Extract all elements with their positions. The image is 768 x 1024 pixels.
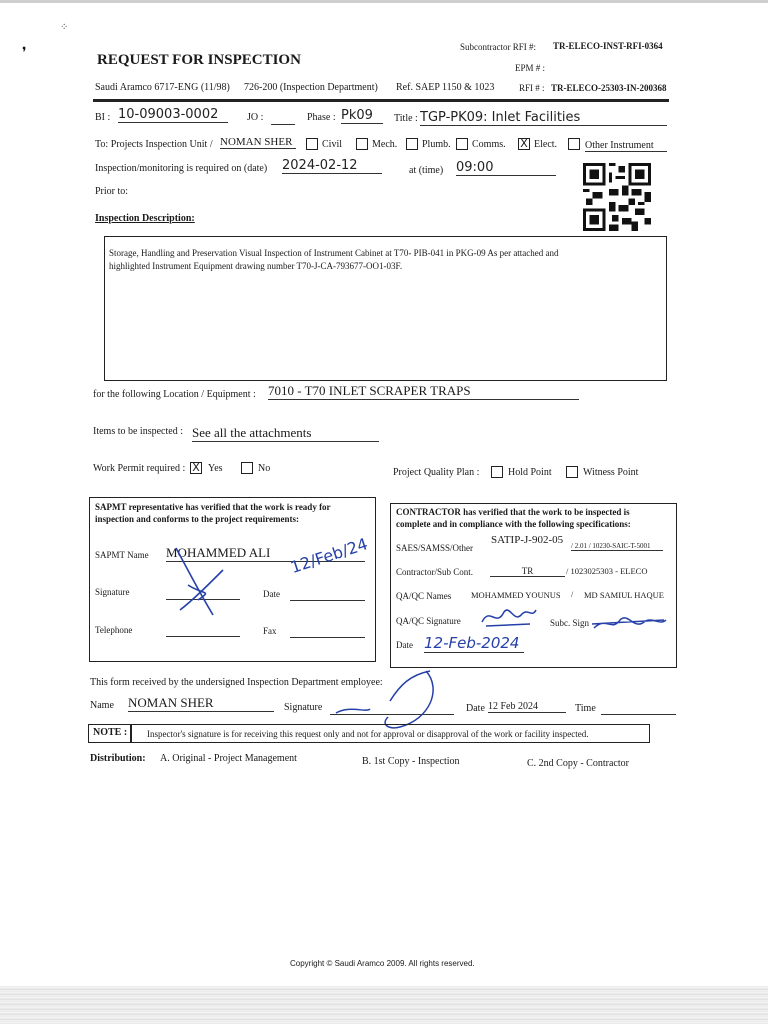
location-value: 7010 - T70 INLET SCRAPER TRAPS — [268, 383, 579, 400]
qaqc-separator: / — [571, 590, 574, 599]
subc-signature-icon — [590, 608, 668, 636]
rfi-label: RFI # : — [519, 83, 545, 93]
contractor-date-value: 12-Feb-2024 — [424, 634, 520, 652]
description-line-1: Storage, Handling and Preservation Visual Inspection of Instrument Cabinet at T70- PIB-041 in PKG-09 As per attached and — [109, 248, 559, 258]
phase-value: Pk09 — [341, 108, 383, 124]
note-text: Inspector's signature is for receiving this request only and not for approval or disapproval of the work or facility inspected. — [147, 729, 589, 739]
sapmt-name-label: SAPMT Name — [95, 550, 149, 560]
receipt-date-label: Date — [466, 703, 485, 714]
sapmt-fax-label: Fax — [263, 626, 277, 636]
form-id: Saudi Aramco 6717-ENG (11/98) — [95, 82, 230, 93]
sapmt-fax-line — [290, 637, 365, 638]
permit-no-label: No — [258, 463, 271, 474]
sapmt-heading-2: inspection and conforms to the project requirements: — [95, 514, 299, 524]
bi-label: BI : — [95, 112, 111, 123]
jo-value — [271, 112, 295, 125]
receipt-time-label: Time — [575, 703, 596, 714]
note-label-divider — [130, 724, 132, 743]
plumb-label: Plumb. — [422, 139, 451, 150]
qaqc-signature-label: QA/QC Signature — [396, 616, 461, 626]
description-line-2: highlighted Instrument Equipment drawing number T70-J-CA-793677-OO1-03F. — [109, 261, 403, 271]
civil-label: Civil — [322, 139, 343, 150]
sapmt-date-label: Date — [263, 589, 280, 599]
items-value: See all the attachments — [192, 425, 379, 442]
rfi-value: TR-ELECO-25303-IN-200368 — [551, 83, 667, 93]
contractor-heading-1: CONTRACTOR has verified that the work to be inspected is — [396, 507, 630, 517]
distribution-label: Distribution: — [90, 753, 146, 764]
bi-value: 10-09003-0002 — [118, 107, 228, 123]
receipt-text: This form received by the undersigned Inspection Department employee: — [90, 677, 383, 688]
sapmt-date-value: 12/Feb/24 — [288, 534, 370, 577]
qr-code-icon — [583, 162, 651, 232]
scan-speck-mark: ⁘ — [60, 22, 69, 33]
scan-bottom-edge — [0, 986, 768, 1024]
subcontractor-rfi-value: TR-ELECO-INST-RFI-0364 — [553, 41, 663, 51]
contractor-reference: / 1023025303 - ELECO — [566, 566, 648, 576]
to-value: NOMAN SHER — [220, 136, 296, 149]
epm-label: EPM # : — [515, 63, 546, 73]
sapmt-name-value: MOHAMMED ALI — [166, 545, 365, 562]
phase-label: Phase : — [307, 112, 336, 123]
witness-point-checkbox[interactable] — [566, 466, 578, 478]
time-value: 09:00 — [456, 160, 556, 176]
work-permit-label: Work Permit required : — [93, 463, 186, 474]
permit-yes-checkbox[interactable]: X — [190, 462, 202, 474]
form-title: REQUEST FOR INSPECTION — [97, 52, 301, 68]
contractor-heading-2: complete and in compliance with the following specifications: — [396, 519, 631, 529]
sapmt-telephone-label: Telephone — [95, 625, 133, 635]
distribution-a: A. Original - Project Management — [160, 753, 297, 764]
receipt-date-value: 12 Feb 2024 — [488, 701, 566, 713]
prior-to-label: Prior to: — [95, 186, 129, 197]
description-heading: Inspection Description: — [95, 213, 195, 224]
hold-point-checkbox[interactable] — [491, 466, 503, 478]
elect-checkbox[interactable]: X — [518, 138, 530, 150]
qaqc-name-2: MD SAMIUL HAQUE — [584, 590, 664, 600]
subcontractor-rfi-label: Subcontractor RFI #: — [460, 42, 536, 52]
other-label: Other Instrument — [585, 140, 667, 152]
saes-revision: / 2.01 / 10230-SAIC-T-5001 — [571, 542, 663, 551]
sapmt-signature-icon — [168, 540, 238, 620]
title-label: Title : — [394, 113, 418, 124]
comms-label: Comms. — [472, 139, 506, 150]
qaqc-names-label: QA/QC Names — [396, 591, 452, 601]
saes-value: SATIP-J-902-05 — [491, 534, 564, 546]
receipt-signature-label: Signature — [284, 702, 323, 713]
distribution-b: B. 1st Copy - Inspection — [362, 756, 460, 767]
sapmt-date-line — [290, 600, 365, 601]
subc-sign-label: Subc. Sign — [550, 618, 590, 628]
civil-checkbox[interactable] — [306, 138, 318, 150]
scan-top-edge — [0, 0, 768, 3]
reference: Ref. SAEP 1150 & 1023 — [396, 82, 495, 93]
jo-label: JO : — [247, 112, 264, 123]
comms-checkbox[interactable] — [456, 138, 468, 150]
sapmt-telephone-line — [166, 636, 240, 637]
contractor-label: Contractor/Sub Cont. — [396, 567, 473, 577]
location-label: for the following Location / Equipment : — [93, 389, 256, 400]
date-label: Inspection/monitoring is required on (date) — [95, 163, 268, 174]
receipt-name-value: NOMAN SHER — [128, 695, 274, 712]
contractor-date-line — [424, 652, 524, 653]
header-divider — [93, 99, 669, 102]
permit-no-checkbox[interactable] — [241, 462, 253, 474]
note-label: NOTE : — [93, 727, 128, 738]
mech-label: Mech. — [372, 139, 398, 150]
copyright-text: Copyright © Saudi Aramco 2009. All rights reserved. — [290, 959, 475, 968]
witness-point-label: Witness Point — [583, 467, 639, 478]
sapmt-signature-label: Signature — [95, 587, 130, 597]
qaqc-signature-icon — [478, 600, 538, 630]
contractor-date-label: Date — [396, 640, 413, 650]
saes-label: SAES/SAMSS/Other — [396, 543, 474, 553]
to-label: To: Projects Inspection Unit / — [95, 139, 213, 150]
mech-checkbox[interactable] — [356, 138, 368, 150]
department: 726-200 (Inspection Department) — [244, 82, 378, 93]
time-label: at (time) — [409, 165, 444, 176]
qaqc-name-1: MOHAMMED YOUNUS — [471, 590, 561, 600]
other-checkbox[interactable] — [568, 138, 580, 150]
items-label: Items to be inspected : — [93, 426, 183, 437]
pqp-label: Project Quality Plan : — [393, 467, 480, 478]
date-value: 2024-02-12 — [282, 158, 382, 174]
elect-label: Elect. — [534, 139, 558, 150]
permit-yes-label: Yes — [208, 463, 223, 474]
contractor-value: TR — [490, 566, 565, 577]
sapmt-heading-1: SAPMT representative has verified that the work is ready for — [95, 502, 331, 512]
hold-point-label: Hold Point — [508, 467, 552, 478]
plumb-checkbox[interactable] — [406, 138, 418, 150]
title-value: TGP-PK09: Inlet Facilities — [420, 110, 667, 126]
receipt-name-label: Name — [90, 700, 114, 711]
scan-speck-mark: ❜ — [22, 46, 27, 61]
receipt-time-line — [601, 714, 676, 715]
distribution-c: C. 2nd Copy - Contractor — [527, 758, 629, 769]
